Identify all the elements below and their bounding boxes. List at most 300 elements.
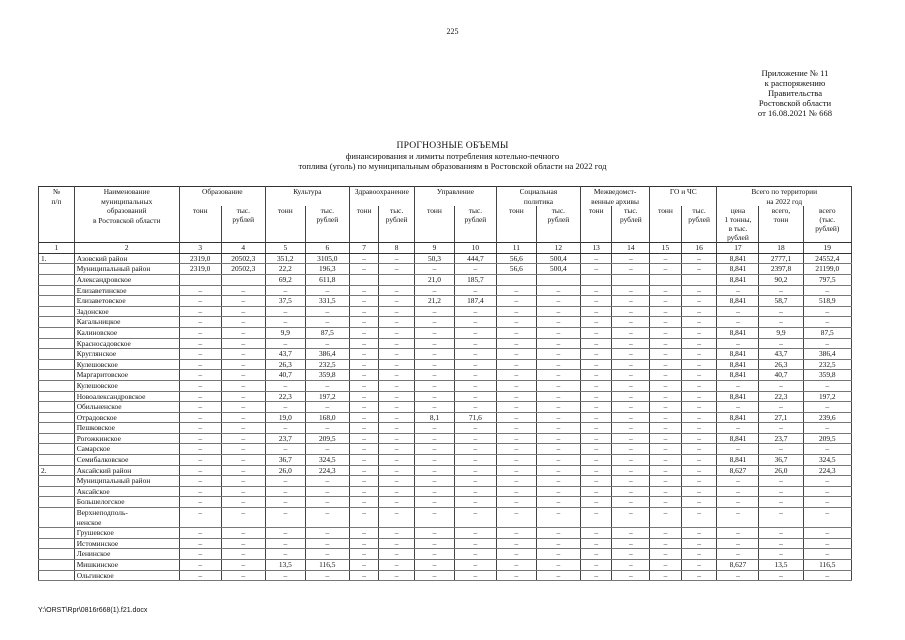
value-cell: 43,7 [759, 349, 803, 360]
value-cell: – [803, 570, 851, 581]
value-cell: 27,1 [759, 412, 803, 423]
header-group: Культура [265, 187, 349, 207]
value-cell: – [681, 423, 717, 434]
value-cell: – [612, 391, 650, 402]
value-cell: – [650, 476, 682, 487]
value-cell: – [265, 528, 305, 539]
value-cell: – [496, 327, 536, 338]
value-cell: – [612, 296, 650, 307]
value-cell: – [681, 285, 717, 296]
municipality-name-cell: Мишкинское [74, 560, 179, 571]
value-cell: – [759, 380, 803, 391]
value-cell: – [717, 497, 759, 508]
value-cell: – [580, 560, 612, 571]
value-cell: – [650, 349, 682, 360]
table-row [39, 380, 852, 391]
municipality-name-cell: Круглянское [74, 349, 179, 360]
value-cell: 26,3 [265, 359, 305, 370]
value-cell: – [496, 370, 536, 381]
page-number: 225 [446, 27, 459, 36]
value-cell: – [681, 538, 717, 549]
value-cell: – [536, 412, 580, 423]
column-number-cell: 5 [265, 243, 305, 254]
value-cell: – [759, 285, 803, 296]
value-cell: 56,6 [496, 253, 536, 264]
value-cell: – [650, 528, 682, 539]
value-cell: – [759, 317, 803, 328]
subheader-rub: тыс. рублей [379, 206, 415, 243]
value-cell: – [612, 285, 650, 296]
value-cell: – [305, 338, 349, 349]
value-cell: 386,4 [803, 349, 851, 360]
value-cell: 8,841 [717, 296, 759, 307]
table-row [39, 327, 852, 338]
value-cell: – [349, 338, 378, 349]
value-cell: – [536, 476, 580, 487]
subheader-total-tonn: всего, тонн [759, 206, 803, 243]
value-cell: – [496, 433, 536, 444]
value-cell: – [221, 327, 265, 338]
value-cell: – [496, 412, 536, 423]
value-cell: 40,7 [759, 370, 803, 381]
value-cell: – [179, 306, 221, 317]
value-cell: – [496, 528, 536, 539]
municipality-name-cell: Верхнеподполь- ненское [74, 508, 179, 528]
column-number-cell: 16 [681, 243, 717, 254]
value-cell: – [612, 538, 650, 549]
value-cell: – [179, 412, 221, 423]
value-cell: 69,2 [265, 274, 305, 285]
value-cell: – [681, 380, 717, 391]
value-cell: – [179, 497, 221, 508]
value-cell: – [349, 423, 378, 434]
column-number-cell: 9 [414, 243, 454, 254]
value-cell: – [454, 370, 496, 381]
value-cell: – [536, 380, 580, 391]
value-cell: – [580, 296, 612, 307]
value-cell: – [650, 497, 682, 508]
table-row [39, 508, 852, 528]
subheader-total-rub: всего (тыс. рублей) [803, 206, 851, 243]
value-cell: – [650, 560, 682, 571]
municipality-name-cell: Ленинское [74, 549, 179, 560]
value-cell: – [179, 570, 221, 581]
row-index-cell [39, 402, 75, 413]
value-cell: – [265, 423, 305, 434]
value-cell: – [379, 296, 415, 307]
value-cell: 8,841 [717, 370, 759, 381]
value-cell: – [221, 486, 265, 497]
value-cell: – [414, 455, 454, 466]
municipality-name-cell: Истоминское [74, 538, 179, 549]
value-cell: – [803, 423, 851, 434]
row-index-cell: 1. [39, 253, 75, 264]
municipality-name-cell: Муниципальный район [74, 476, 179, 487]
value-cell: – [496, 497, 536, 508]
value-cell: – [612, 338, 650, 349]
value-cell: – [612, 412, 650, 423]
row-index-cell [39, 570, 75, 581]
value-cell: 21,0 [414, 274, 454, 285]
value-cell: – [681, 455, 717, 466]
value-cell: – [221, 412, 265, 423]
value-cell: – [650, 285, 682, 296]
value-cell: – [803, 338, 851, 349]
document-title-block [0, 140, 905, 171]
value-cell: – [650, 306, 682, 317]
value-cell: – [803, 317, 851, 328]
value-cell: – [496, 455, 536, 466]
municipality-name-cell: Кулешовское [74, 359, 179, 370]
value-cell [179, 274, 221, 285]
value-cell: – [454, 570, 496, 581]
municipality-name-cell: Самарское [74, 444, 179, 455]
file-path-footer: Y:\ORST\Rpr\0816r668(1).f21.docx [38, 607, 148, 614]
value-cell: – [379, 402, 415, 413]
municipality-name-cell: Елизаветинское [74, 285, 179, 296]
table-row [39, 359, 852, 370]
value-cell: – [179, 549, 221, 560]
municipality-name-cell: Пешковское [74, 423, 179, 434]
value-cell: – [454, 508, 496, 528]
row-index-cell [39, 455, 75, 466]
value-cell: – [759, 549, 803, 560]
column-number-cell: 17 [717, 243, 759, 254]
value-cell [650, 274, 682, 285]
subheader-price: цена 1 тонны, в тыс. рублей [717, 206, 759, 243]
table-row [39, 570, 852, 581]
value-cell: – [221, 476, 265, 487]
value-cell: – [379, 508, 415, 528]
municipality-name-cell: Рогожкинское [74, 433, 179, 444]
table-row [39, 296, 852, 307]
value-cell: – [650, 433, 682, 444]
value-cell: – [305, 285, 349, 296]
value-cell: – [454, 433, 496, 444]
value-cell: – [379, 465, 415, 476]
value-cell: – [454, 306, 496, 317]
value-cell: – [305, 497, 349, 508]
value-cell: 116,5 [803, 560, 851, 571]
value-cell: – [681, 444, 717, 455]
row-index-cell [39, 444, 75, 455]
document-subtitle-line: финансирования и лимиты потребления котельно-печного [345, 151, 560, 161]
value-cell: – [414, 317, 454, 328]
value-cell: – [650, 317, 682, 328]
table-row [39, 497, 852, 508]
value-cell: – [179, 560, 221, 571]
value-cell: – [221, 423, 265, 434]
value-cell: – [717, 570, 759, 581]
value-cell: – [580, 423, 612, 434]
value-cell: – [265, 508, 305, 528]
value-cell: – [536, 465, 580, 476]
subheader-rub: тыс. рублей [221, 206, 265, 243]
table-row [39, 465, 852, 476]
appendix-line: от 16.08.2021 № 668 [757, 108, 833, 118]
value-cell: – [612, 253, 650, 264]
value-cell [612, 274, 650, 285]
value-cell: – [349, 253, 378, 264]
value-cell: – [414, 338, 454, 349]
value-cell [681, 274, 717, 285]
value-cell: – [759, 423, 803, 434]
value-cell: – [496, 444, 536, 455]
value-cell: 87,5 [803, 327, 851, 338]
municipality-name-cell: Отрадовское [74, 412, 179, 423]
value-cell: – [496, 423, 536, 434]
value-cell: – [221, 455, 265, 466]
value-cell: – [681, 560, 717, 571]
value-cell: – [759, 338, 803, 349]
value-cell: – [612, 423, 650, 434]
value-cell: – [650, 549, 682, 560]
value-cell: – [650, 338, 682, 349]
value-cell: 8,841 [717, 455, 759, 466]
value-cell: – [305, 380, 349, 391]
value-cell: 8,627 [717, 560, 759, 571]
value-cell: – [681, 402, 717, 413]
value-cell: 2397,8 [759, 264, 803, 275]
value-cell: – [612, 402, 650, 413]
value-cell: – [650, 391, 682, 402]
value-cell: – [349, 476, 378, 487]
value-cell: 331,5 [305, 296, 349, 307]
value-cell: – [612, 560, 650, 571]
value-cell: – [221, 349, 265, 360]
value-cell: – [536, 444, 580, 455]
value-cell: – [536, 296, 580, 307]
value-cell: – [580, 253, 612, 264]
value-cell: – [221, 402, 265, 413]
value-cell: – [221, 570, 265, 581]
value-cell: – [580, 264, 612, 275]
value-cell: – [379, 391, 415, 402]
value-cell: – [179, 349, 221, 360]
value-cell: – [803, 549, 851, 560]
column-number-cell: 8 [379, 243, 415, 254]
value-cell: – [681, 296, 717, 307]
value-cell: – [221, 359, 265, 370]
value-cell: – [612, 497, 650, 508]
value-cell: – [580, 359, 612, 370]
value-cell: – [681, 486, 717, 497]
value-cell: – [717, 285, 759, 296]
table-row [39, 433, 852, 444]
value-cell: – [179, 285, 221, 296]
value-cell: – [612, 465, 650, 476]
value-cell: – [681, 412, 717, 423]
value-cell: – [681, 476, 717, 487]
value-cell: 58,7 [759, 296, 803, 307]
value-cell: 518,9 [803, 296, 851, 307]
value-cell: – [305, 528, 349, 539]
column-number-cell: 15 [650, 243, 682, 254]
value-cell: 22,3 [265, 391, 305, 402]
value-cell: – [379, 570, 415, 581]
value-cell: – [681, 264, 717, 275]
appendix-line: Приложение № 11 [761, 68, 829, 78]
value-cell: – [496, 402, 536, 413]
value-cell: 26,3 [759, 359, 803, 370]
municipality-name-cell: Маргаритовское [74, 370, 179, 381]
column-number-cell: 10 [454, 243, 496, 254]
value-cell: – [612, 508, 650, 528]
value-cell: – [580, 476, 612, 487]
value-cell: – [650, 296, 682, 307]
value-cell: – [803, 444, 851, 455]
value-cell: – [454, 391, 496, 402]
subheader-tonn: тонн [179, 206, 221, 243]
row-index-cell [39, 306, 75, 317]
municipality-name-cell: Ольгинское [74, 570, 179, 581]
value-cell: – [454, 285, 496, 296]
value-cell: – [349, 486, 378, 497]
value-cell: – [379, 317, 415, 328]
municipality-name-cell: Обильненское [74, 402, 179, 413]
value-cell: – [379, 370, 415, 381]
value-cell: – [221, 391, 265, 402]
value-cell: – [496, 465, 536, 476]
value-cell: – [580, 380, 612, 391]
table-row [39, 528, 852, 539]
value-cell: – [414, 549, 454, 560]
value-cell: – [759, 508, 803, 528]
value-cell: – [612, 528, 650, 539]
value-cell: – [650, 370, 682, 381]
value-cell: – [179, 465, 221, 476]
value-cell: – [379, 285, 415, 296]
value-cell: – [536, 528, 580, 539]
value-cell: – [580, 508, 612, 528]
value-cell: – [179, 476, 221, 487]
value-cell: 797,5 [803, 274, 851, 285]
value-cell: – [717, 444, 759, 455]
value-cell: 224,3 [803, 465, 851, 476]
row-index-cell: 2. [39, 465, 75, 476]
value-cell: – [179, 391, 221, 402]
value-cell: – [379, 359, 415, 370]
subheader-rub: тыс. рублей [612, 206, 650, 243]
value-cell: – [650, 455, 682, 466]
column-number-cell: 3 [179, 243, 221, 254]
value-cell: 239,6 [803, 412, 851, 423]
value-cell: – [379, 455, 415, 466]
value-cell: – [717, 508, 759, 528]
value-cell: – [650, 380, 682, 391]
value-cell: 444,7 [454, 253, 496, 264]
value-cell: – [681, 433, 717, 444]
value-cell: – [681, 391, 717, 402]
value-cell: – [305, 402, 349, 413]
value-cell: – [612, 380, 650, 391]
value-cell: – [536, 370, 580, 381]
value-cell: – [221, 285, 265, 296]
municipality-name-cell: Кулешовское [74, 380, 179, 391]
municipality-name-cell: Аксайский район [74, 465, 179, 476]
value-cell: – [221, 528, 265, 539]
column-number-cell: 14 [612, 243, 650, 254]
value-cell: – [759, 444, 803, 455]
value-cell: 26,0 [265, 465, 305, 476]
value-cell: – [221, 433, 265, 444]
value-cell: – [454, 349, 496, 360]
value-cell: – [496, 285, 536, 296]
table-body [39, 253, 852, 580]
value-cell: – [414, 538, 454, 549]
value-cell: – [580, 538, 612, 549]
value-cell: – [681, 338, 717, 349]
subheader-tonn: тонн [265, 206, 305, 243]
value-cell: 187,4 [454, 296, 496, 307]
table-row [39, 370, 852, 381]
value-cell: 2319,0 [179, 253, 221, 264]
value-cell: – [414, 402, 454, 413]
value-cell: – [265, 486, 305, 497]
municipality-name-cell: Елизаветовское [74, 296, 179, 307]
value-cell: – [349, 370, 378, 381]
value-cell: – [803, 508, 851, 528]
row-index-cell [39, 359, 75, 370]
value-cell: – [349, 264, 378, 275]
value-cell: – [349, 465, 378, 476]
row-index-cell [39, 349, 75, 360]
subheader-tonn: тонн [580, 206, 612, 243]
row-index-cell [39, 486, 75, 497]
row-index-cell [39, 538, 75, 549]
value-cell: – [536, 486, 580, 497]
value-cell: – [650, 444, 682, 455]
value-cell: – [414, 476, 454, 487]
value-cell: – [349, 359, 378, 370]
table-row [39, 486, 852, 497]
value-cell: – [414, 423, 454, 434]
value-cell: 8,841 [717, 391, 759, 402]
value-cell: – [650, 264, 682, 275]
value-cell: – [803, 380, 851, 391]
municipality-name-cell: Азовский район [74, 253, 179, 264]
value-cell: – [536, 349, 580, 360]
row-index-cell [39, 433, 75, 444]
subheader-rub: тыс. рублей [454, 206, 496, 243]
value-cell: 71,6 [454, 412, 496, 423]
row-index-cell [39, 370, 75, 381]
value-cell: 232,5 [803, 359, 851, 370]
value-cell: – [265, 285, 305, 296]
value-cell: – [179, 508, 221, 528]
row-index-cell [39, 497, 75, 508]
value-cell [379, 274, 415, 285]
row-index-cell [39, 338, 75, 349]
value-cell: – [305, 508, 349, 528]
value-cell: – [536, 538, 580, 549]
value-cell: – [349, 570, 378, 581]
value-cell: – [650, 538, 682, 549]
value-cell: 500,4 [536, 264, 580, 275]
value-cell [496, 274, 536, 285]
value-cell: – [349, 317, 378, 328]
value-cell: – [349, 444, 378, 455]
value-cell: – [379, 306, 415, 317]
value-cell: – [580, 570, 612, 581]
value-cell: – [305, 423, 349, 434]
value-cell: – [717, 402, 759, 413]
table-row [39, 338, 852, 349]
value-cell: 40,7 [265, 370, 305, 381]
value-cell: – [803, 497, 851, 508]
table-row [39, 285, 852, 296]
value-cell: – [759, 497, 803, 508]
